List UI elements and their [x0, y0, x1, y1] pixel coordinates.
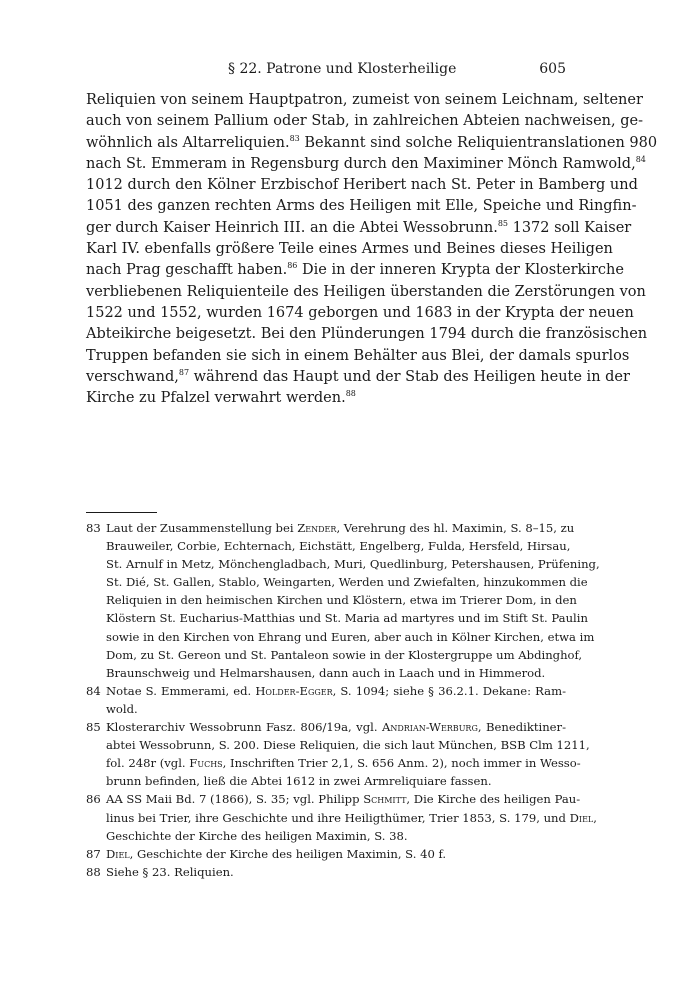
text-run: , S. 1094; siehe § 36.2.1. Dekane: Ram-	[332, 683, 566, 698]
footnote-line	[106, 682, 566, 700]
footnote-number: 88	[86, 864, 101, 879]
footnote-85	[86, 718, 590, 790]
footnote-line	[106, 790, 581, 808]
text-line	[86, 175, 638, 196]
footnote-line: abtei Wessobrunn, S. 200. Diese Reliquien, die sich laut München, BSB Clm 1211,	[106, 738, 590, 753]
text-run: linus bei Trier, ihre Geschichte und ihre Heiligthümer, Trier 1853, S. 179, und	[106, 810, 570, 825]
author-name: Zender	[297, 521, 337, 535]
author-name: Fuchs	[189, 756, 223, 771]
footnote-ref[interactable]: 84	[635, 154, 646, 164]
text-run: Reliquien von seinem Hauptpatron, zumeist von seinem Leichnam, seltener	[86, 92, 643, 108]
text-line	[86, 90, 643, 111]
text-line	[86, 303, 634, 324]
text-line	[86, 388, 566, 409]
page-number: 605	[539, 61, 566, 77]
footnote-line	[106, 754, 581, 772]
text-run: 1012 durch den Kölner Erzbischof Heribert nach St. Peter in Bamberg und	[86, 177, 638, 194]
footnote-88	[86, 863, 566, 881]
text-run: Truppen befanden sie sich in einem Behälter aus Blei, der damals spurlos	[86, 347, 630, 364]
running-head-title: § 22. Patrone und Klosterheilige	[228, 61, 457, 77]
text-line	[86, 154, 646, 175]
footnote-separator	[86, 512, 157, 513]
text-run: ,	[593, 810, 597, 825]
footnote-83	[86, 519, 600, 682]
text-line	[86, 282, 646, 303]
footnote-ref[interactable]: 83	[289, 133, 300, 143]
running-head	[86, 59, 566, 79]
text-line	[86, 218, 632, 239]
footnote-number: 83	[86, 521, 101, 535]
text-run: verbliebenen Reliquienteile des Heiligen überstanden die Zerstörungen von	[86, 283, 646, 300]
text-run: 1522 und 1552, wurden 1674 geborgen und 1683 in der Krypta der neuen	[86, 304, 634, 321]
text-run: , Die Kirche des heiligen Pau-	[406, 792, 581, 807]
text-run: , Verehrung des hl. Maximin, S. 8–15, zu	[336, 521, 575, 535]
text-run: Die in der inneren Krypta der Klosterkirche	[297, 262, 624, 279]
text-run: , Benediktiner-	[477, 720, 567, 735]
text-run: Notae S. Emmerami, ed.	[106, 683, 256, 698]
author-name: Diel	[569, 810, 594, 825]
text-run: Laut der Zusammenstellung bei	[106, 521, 298, 535]
footnote-line: Dom, zu St. Gereon und St. Pantaleon sowie in der Klostergruppe um Abdinghof,	[106, 647, 583, 662]
footnote-line: brunn befinden, ließ die Abtei 1612 in zwei Armreliquiare fassen.	[106, 774, 492, 789]
footnote-ref[interactable]: 85	[497, 218, 508, 228]
text-line	[86, 196, 637, 217]
author-name: Schmitt	[363, 792, 407, 807]
footnote-line: Braunschweig und Helmarshausen, dann auch in Laach und in Himmerod.	[106, 665, 546, 680]
footnote-number: 85	[86, 720, 101, 735]
footnote-line: Brauweiler, Corbie, Echternach, Eichstätt, Engelberg, Fulda, Hersfeld, Hirsau,	[106, 539, 571, 554]
footnote-line: sowie in den Kirchen von Ehrang und Euren, aber auch in Kölner Kirchen, etwa im	[106, 629, 595, 644]
footnote-line	[106, 718, 566, 736]
footnote-line: St. Arnulf in Metz, Mönchengladbach, Muri, Quedlinburg, Petershausen, Prüfening,	[106, 557, 600, 572]
text-line	[86, 133, 658, 154]
text-run: während das Haupt und der Stab des Heiligen heute in der	[189, 368, 630, 385]
text-run: Kirche zu Pfalzel verwahrt werden.	[86, 390, 346, 407]
text-run: 1051 des ganzen rechten Arms des Heiligen mit Elle, Speiche und Ringfin-	[86, 198, 637, 215]
text-run: ger durch Kaiser Heinrich III. an die Abtei Wessobrunn.	[86, 219, 498, 236]
text-run: Karl IV. ebenfalls größere Teile eines Armes und Beines dieses Heiligen	[86, 241, 613, 258]
body-paragraph	[86, 90, 658, 409]
text-run: AA SS Maii Bd. 7 (1866), S. 35; vgl. Philipp	[106, 792, 364, 807]
text-run: Abteikirche beigesetzt. Bei den Plünderungen 1794 durch die französischen	[86, 326, 648, 343]
text-run: , Inschriften Trier 2,1, S. 656 Anm. 2), noch immer in Wesso-	[222, 756, 581, 771]
text-line	[86, 239, 613, 260]
footnote-line: Reliquien in den heimischen Kirchen und Klöstern, etwa im Trierer Dom, in den	[106, 593, 577, 608]
footnote-line: wold.	[106, 701, 138, 716]
footnote-number: 84	[86, 683, 101, 698]
text-line	[86, 367, 630, 388]
text-line	[86, 324, 648, 345]
text-run: Bekannt sind solche Reliquientranslationen 980	[299, 134, 658, 151]
text-run: 1372 soll Kaiser	[508, 219, 632, 236]
footnote-86	[86, 790, 597, 844]
text-run: wöhnlich als Altarreliquien.	[86, 134, 290, 151]
author-name: Diel	[106, 846, 130, 861]
footnote-line: Siehe § 23. Reliquien.	[106, 864, 234, 879]
text-line	[86, 111, 643, 132]
footnote-number: 86	[86, 792, 101, 807]
text-run: verschwand,	[86, 368, 179, 385]
footnote-line	[106, 519, 575, 537]
footnote-ref[interactable]: 88	[345, 389, 356, 399]
text-line	[86, 346, 630, 367]
footnote-line: Geschichte der Kirche des heiligen Maximin, S. 38.	[106, 828, 408, 843]
footnote-ref[interactable]: 87	[178, 367, 190, 377]
footnote-87	[86, 845, 566, 863]
footnote-line	[106, 845, 566, 863]
text-run: auch von seinem Pallium oder Stab, in zahlreichen Abteien nachweisen, ge-	[86, 113, 643, 130]
author-name: Andrian-Werburg	[382, 720, 478, 735]
text-run: , Geschichte der Kirche des heiligen Maximin, S. 40 f.	[129, 846, 447, 861]
footnotes	[86, 519, 600, 881]
text-run: nach St. Emmeram in Regensburg durch den Maximiner Mönch Ramwold,	[86, 155, 636, 172]
footnote-line: St. Dié, St. Gallen, Stablo, Weingarten, Werden und Zwiefalten, hinzukommen die	[106, 575, 588, 590]
footnote-line: Klöstern St. Eucharius-Matthias und St. Maria ad martyres und im Stift St. Paulin	[106, 611, 588, 626]
text-line	[86, 260, 624, 281]
footnote-line	[106, 809, 597, 827]
footnote-number: 87	[86, 846, 101, 861]
author-name: Holder-Egger	[255, 683, 333, 698]
text-run: fol. 248r (vgl.	[106, 756, 190, 771]
text-run: nach Prag geschafft haben.	[86, 262, 288, 279]
footnote-ref[interactable]: 86	[287, 261, 298, 271]
footnote-84	[86, 682, 566, 718]
text-run: Klosterarchiv Wessobrunn Fasz. 806/19a, vgl.	[106, 720, 382, 735]
